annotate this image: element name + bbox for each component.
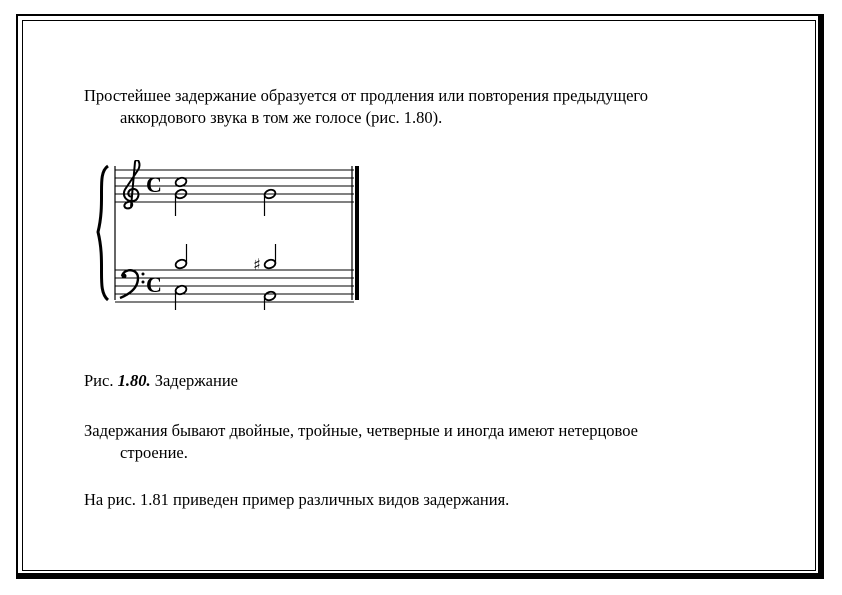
- treble-clef-icon: [124, 160, 140, 208]
- caption-number: 1.80.: [117, 371, 151, 390]
- bass-note-chord1-upper: [174, 258, 187, 269]
- figure-caption: [84, 371, 238, 391]
- bass-time-signature: C: [146, 272, 162, 297]
- final-thick-barline: [355, 166, 359, 300]
- grand-staff-brace: [98, 166, 108, 300]
- bass-clef-head: [122, 274, 127, 279]
- paragraph-simple-suspension: [84, 85, 774, 129]
- bass-clef-dot-top: [142, 273, 145, 276]
- bass-note-chord2-upper: [263, 258, 276, 269]
- paragraph1-line1: Простейшее задержание образуется от продления или повторения предыдущего: [84, 86, 648, 105]
- music-score-figure: [94, 160, 374, 310]
- paragraph-figure-reference: На рис. 1.81 приведен пример различных видов задержания.: [84, 490, 510, 509]
- paragraph-suspension-types: [84, 420, 774, 464]
- bass-clef-dot-bottom: [142, 281, 145, 284]
- paragraph1-line2: аккордового звука в том же голосе (рис. 1.80).: [120, 108, 443, 127]
- bass-note-chord2-lower: [263, 290, 276, 301]
- caption-prefix: Рис.: [84, 371, 114, 390]
- treble-time-signature: C: [146, 172, 162, 197]
- sharp-accidental: ♯: [253, 255, 261, 274]
- paragraph2-line2: строение.: [120, 443, 188, 462]
- caption-title: Задержание: [154, 371, 238, 390]
- paragraph2-line1: Задержания бывают двойные, тройные, четверные и иногда имеют нетерцовое: [84, 421, 638, 440]
